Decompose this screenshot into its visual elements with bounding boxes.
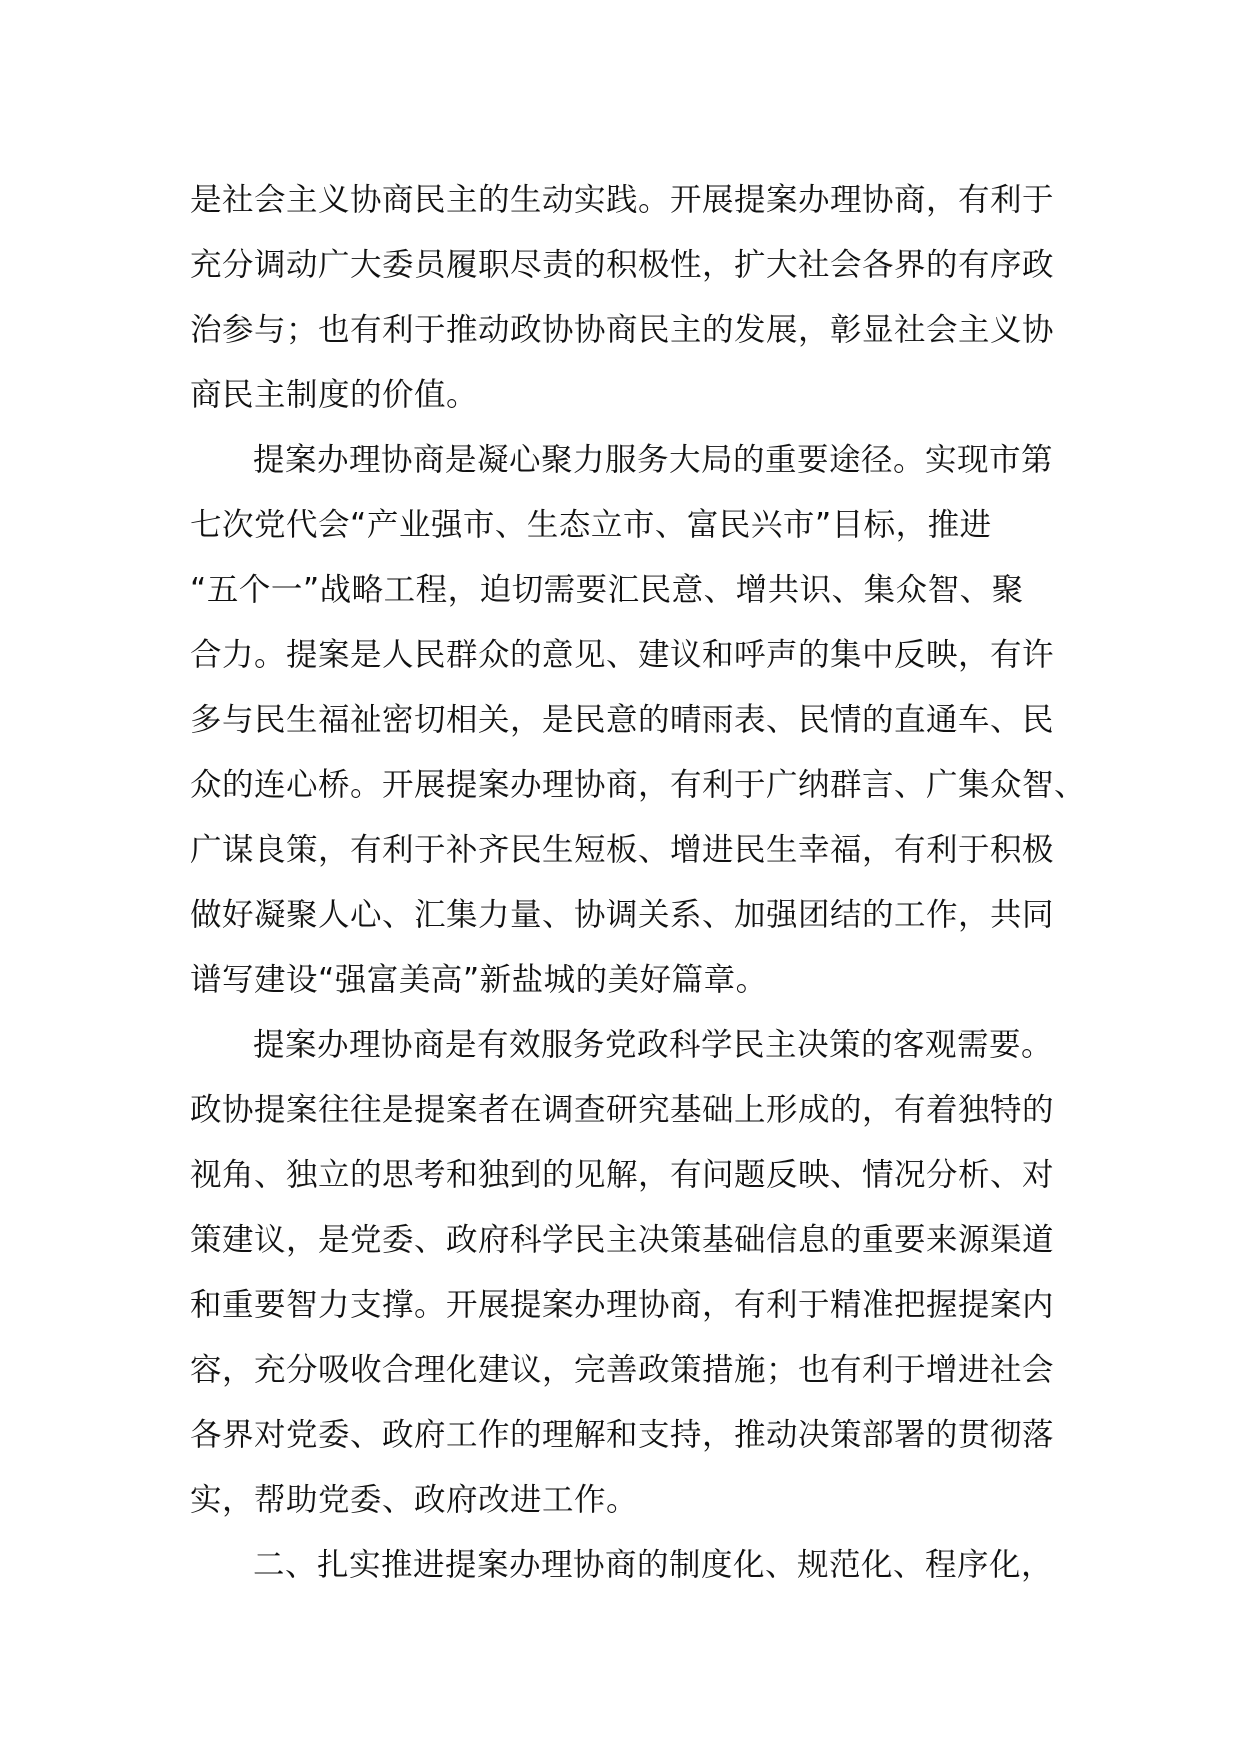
paragraph-3 — [190, 1013, 1090, 1533]
text-line: 政协提案往往是提案者在调查研究基础上形成的，有着独特的 — [190, 1092, 1055, 1128]
text-line: 广谋良策，有利于补齐民生短板、增进民生幸福，有利于积极 — [190, 832, 1055, 868]
text-line: 合力。提案是人民群众的意见、建议和呼声的集中反映，有许 — [190, 637, 1055, 673]
text-line: 商民主制度的价值。 — [190, 377, 479, 413]
text-line: 七次党代会“产业强市、生态立市、富民兴市”目标，推进 — [190, 507, 992, 543]
text-line: 各界对党委、政府工作的理解和支持，推动决策部署的贯彻落 — [190, 1417, 1055, 1453]
paragraph-2 — [190, 428, 1090, 1013]
text-line: 视角、独立的思考和独到的见解，有问题反映、情况分析、对 — [190, 1157, 1055, 1193]
text-line: 提案办理协商是凝心聚力服务大局的重要途径。实现市第 — [253, 442, 1054, 478]
text-line: 做好凝聚人心、汇集力量、协调关系、加强团结的工作，共同 — [190, 897, 1055, 933]
text-line: 二、扎实推进提案办理协商的制度化、规范化、程序化， — [253, 1547, 1054, 1583]
text-line: 和重要智力支撑。开展提案办理协商，有利于精准把握提案内 — [190, 1287, 1055, 1323]
text-line: 提案办理协商是有效服务党政科学民主决策的客观需要。 — [253, 1027, 1054, 1063]
body-text — [190, 168, 1090, 1598]
paragraph-4 — [190, 1533, 1090, 1598]
paragraph-1 — [190, 168, 1090, 428]
text-line: 多与民生福祉密切相关，是民意的晴雨表、民情的直通车、民 — [190, 702, 1055, 738]
text-line: 实，帮助党委、政府改进工作。 — [190, 1482, 639, 1518]
text-line: 谱写建设“强富美高”新盐城的美好篇章。 — [190, 962, 768, 998]
text-line: 治参与；也有利于推动政协协商民主的发展，彰显社会主义协 — [190, 312, 1055, 348]
text-line: 策建议，是党委、政府科学民主决策基础信息的重要来源渠道 — [190, 1222, 1055, 1258]
text-line: 是社会主义协商民主的生动实践。开展提案办理协商，有利于 — [190, 182, 1055, 218]
text-line: 充分调动广大委员履职尽责的积极性，扩大社会各界的有序政 — [190, 247, 1055, 283]
text-line: 容，充分吸收合理化建议，完善政策措施；也有利于增进社会 — [190, 1352, 1055, 1388]
text-line: “五个一”战略工程，迫切需要汇民意、增共识、集众智、聚 — [190, 572, 1024, 608]
text-line: 众的连心桥。开展提案办理协商，有利于广纳群言、广集众智、 — [190, 767, 1087, 803]
